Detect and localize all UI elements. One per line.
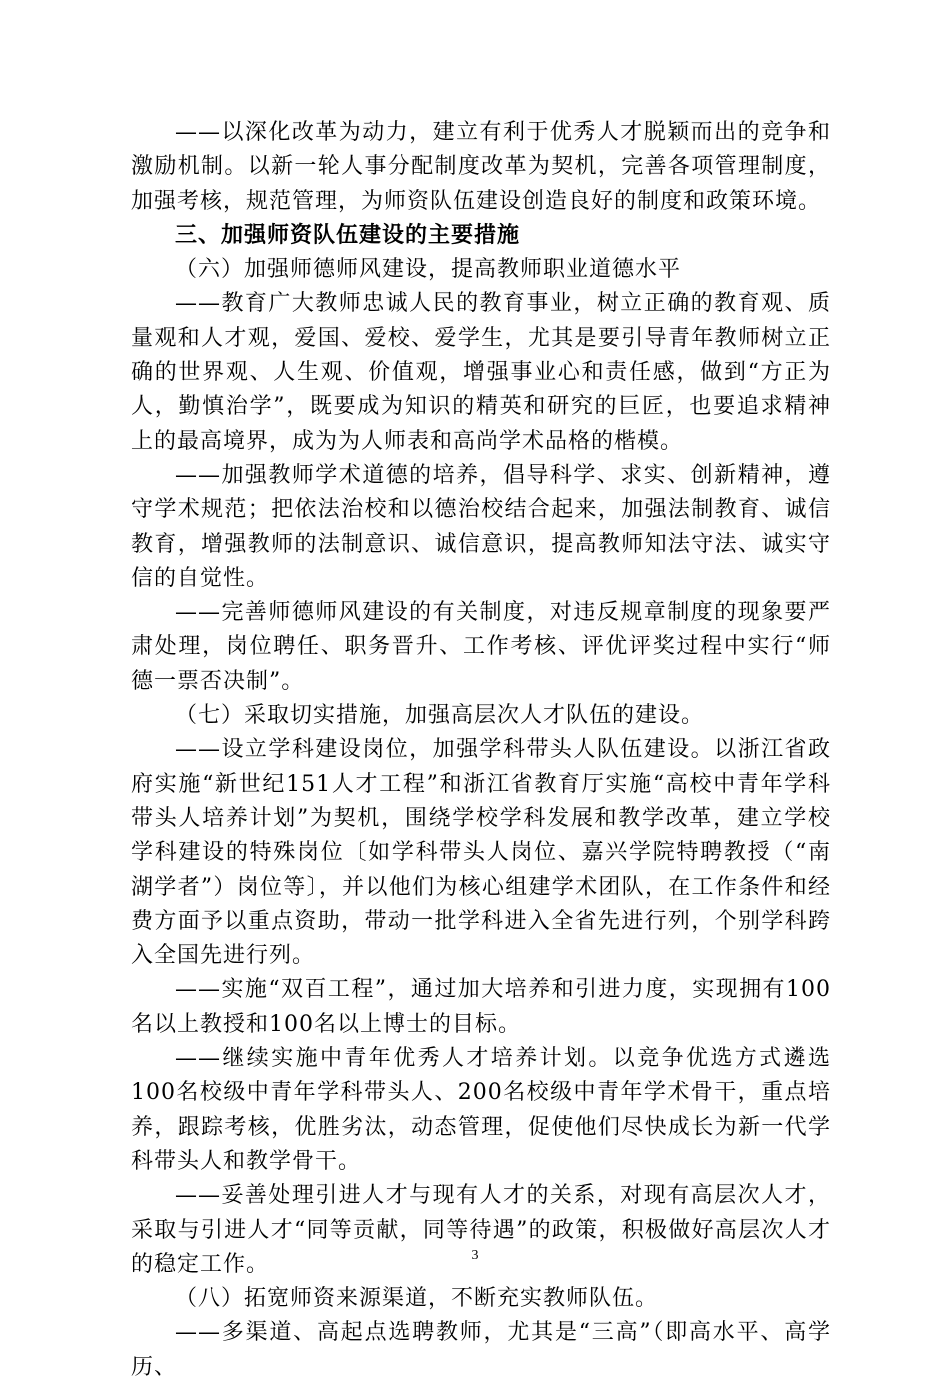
document-body xyxy=(131,116,831,1385)
paragraph: ——设立学科建设岗位，加强学科带头人队伍建设。以浙江省政府实施“新世纪151人才工程”和浙江省教育厅实施“高校中青年学科带头人培养计划”为契机，围绕学校学科发展和教学改革，建立学校学科建设的特殊岗位〔如学科带头人岗位、嘉兴学院特聘教授（“南湖学者”）岗位等〕，并以他们为核心组建学术团队，在工作条件和经费方面予以重点资助，带动一批学科进入全省先进行列，个别学科跨入全国先进行列。 xyxy=(131,737,831,969)
paragraph: ——加强教师学术道德的培养，倡导科学、求实、创新精神，遵守学术规范；把依法治校和以德治校结合起来，加强法制教育、诚信教育，增强教师的法制意识、诚信意识，提高教师知法守法、诚实守信的自觉性。 xyxy=(131,462,831,591)
paragraph: ——以深化改革为动力，建立有利于优秀人才脱颖而出的竞争和激励机制。以新一轮人事分配制度改革为契机，完善各项管理制度，加强考核，规范管理，为师资队伍建设创造良好的制度和政策环境。 xyxy=(131,120,831,214)
paragraph: ——继续实施中青年优秀人才培养计划。以竞争优选方式遴选100名校级中青年学科带头人、200名校级中青年学术骨干，重点培养，跟踪考核，优胜劣汰，动态管理，促使他们尽快成长为新一代学科带头人和教学骨干。 xyxy=(131,1046,831,1174)
paragraph: ——实施“双百工程”，通过加大培养和引进力度，实现拥有100名以上教授和100名以上博士的目标。 xyxy=(131,977,831,1037)
subsection-heading: （七）采取切实措施，加强高层次人才队伍的建设。 xyxy=(175,703,705,729)
paragraph: ——妥善处理引进人才与现有人才的关系，对现有高层次人才，采取与引进人才“同等贡献，同等待遇”的政策，积极做好高层次人才的稳定工作。 xyxy=(131,1183,831,1277)
subsection-heading: （六）加强师德师风建设，提高教师职业道德水平 xyxy=(175,257,682,283)
paragraph: ——完善师德师风建设的有关制度，对违反规章制度的现象要严肃处理，岗位聘任、职务晋升、工作考核、评优评奖过程中实行“师德一票否决制”。 xyxy=(131,600,831,694)
paragraph: ——多渠道、高起点选聘教师，尤其是“三高”（即高水平、高学历、 xyxy=(131,1320,831,1380)
paragraph: ——教育广大教师忠诚人民的教育事业，树立正确的教育观、质量观和人才观，爱国、爱校、爱学生，尤其是要引导青年教师树立正确的世界观、人生观、价值观，增强事业心和责任感，做到“方正为人，勤慎治学”，既要成为知识的精英和研究的巨匠，也要追求精神上的最高境界，成为为人师表和高尚学术品格的楷模。 xyxy=(131,291,831,454)
page-number: 3 xyxy=(471,1248,479,1263)
section-heading: 三、加强师资队伍建设的主要措施 xyxy=(175,222,521,248)
subsection-heading: （八）拓宽师资来源渠道，不断充实教师队伍。 xyxy=(175,1286,659,1312)
